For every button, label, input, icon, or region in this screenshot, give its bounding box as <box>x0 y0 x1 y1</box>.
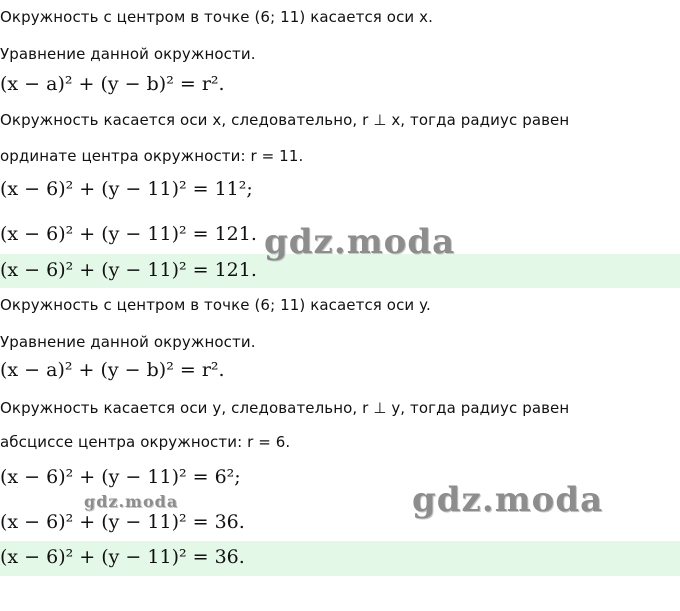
answer-1: (x − 6)² + (y − 11)² = 121. <box>0 259 257 281</box>
tangent-explanation-2a: Окружность касается оси y, следовательно, r ⊥ y, тогда радиус равен <box>0 399 570 417</box>
watermark-small: gdz.moda <box>84 492 179 511</box>
equation-step-1b: (x − 6)² + (y − 11)² = 121. <box>0 223 257 245</box>
general-equation-2: (x − a)² + (y − b)² = r². <box>0 359 225 381</box>
statement-1: Окружность с центром в точке (6; 11) касается оси x. <box>0 8 433 26</box>
answer-2: (x − 6)² + (y − 11)² = 36. <box>0 546 245 568</box>
equation-label-1: Уравнение данной окружности. <box>0 45 256 63</box>
tangent-explanation-2b: абсциссе центра окружности: r = 6. <box>0 433 291 451</box>
equation-label-2: Уравнение данной окружности. <box>0 333 256 351</box>
equation-step-1a: (x − 6)² + (y − 11)² = 11²; <box>0 178 253 200</box>
tangent-explanation-1a: Окружность касается оси x, следовательно, r ⊥ x, тогда радиус равен <box>0 111 570 129</box>
watermark-large-1: gdz.moda <box>264 222 456 262</box>
equation-step-2b: (x − 6)² + (y − 11)² = 36. <box>0 511 245 533</box>
statement-2: Окружность с центром в точке (6; 11) касается оси y. <box>0 296 431 314</box>
watermark-large-2: gdz.moda <box>412 480 604 520</box>
general-equation-1: (x − a)² + (y − b)² = r². <box>0 73 225 95</box>
tangent-explanation-1b: ординате центра окружности: r = 11. <box>0 147 304 165</box>
equation-step-2a: (x − 6)² + (y − 11)² = 6²; <box>0 466 241 488</box>
